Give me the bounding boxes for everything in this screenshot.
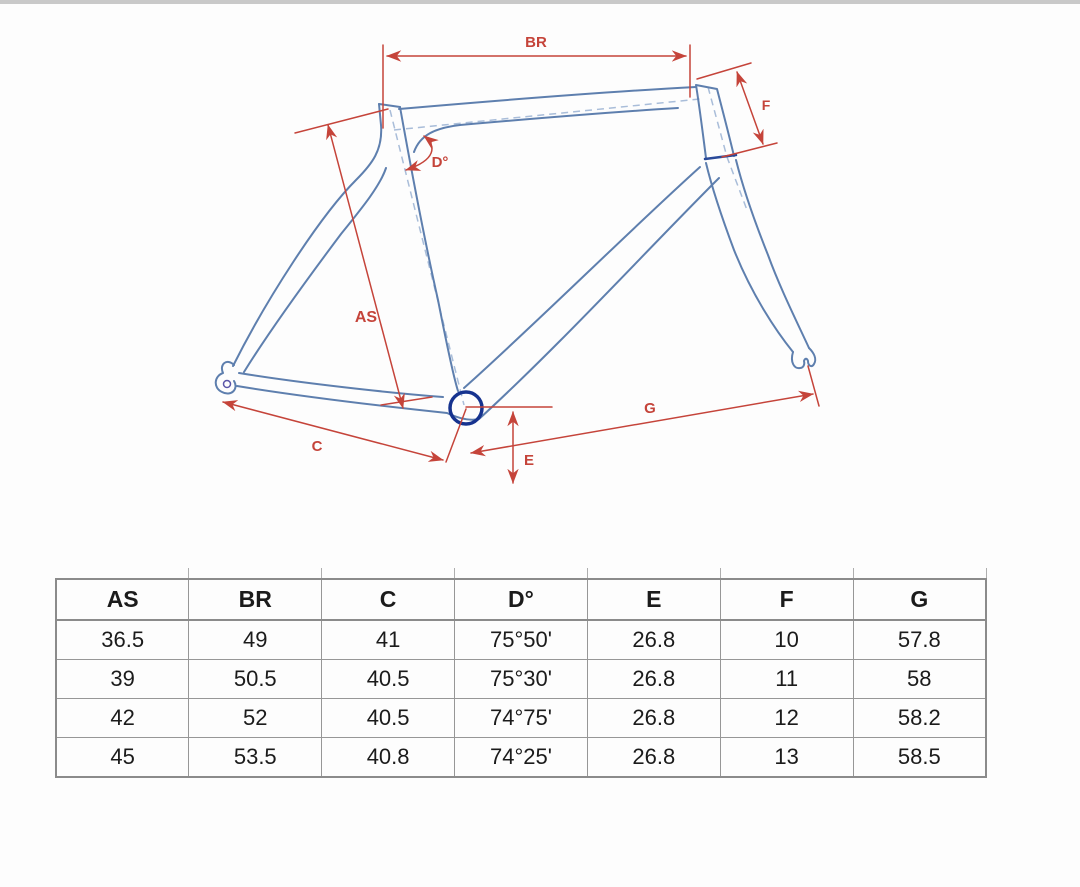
seat-tube-top-cap: [379, 104, 400, 107]
seat-tube-left-edge: [233, 104, 381, 366]
column-header-g: G: [853, 579, 986, 620]
table-cell: 42: [56, 699, 189, 738]
dim-label-f: F: [761, 97, 771, 113]
table-cell: 40.5: [322, 699, 455, 738]
top-tube-lower-edge: [414, 108, 678, 152]
dim-label-d: D°: [431, 154, 449, 171]
geometry-table: [55, 578, 987, 778]
tube-centerlines: [390, 87, 747, 405]
seat-tube-centerline: [390, 110, 464, 405]
table-cell: 58.2: [853, 699, 986, 738]
top-tube-upper-edge: [399, 87, 696, 109]
rear-dropout-hole: [224, 381, 231, 388]
table-cell: 49: [189, 620, 322, 660]
table-cell: 40.8: [322, 738, 455, 778]
table-cell: 50.5: [189, 660, 322, 699]
c-dimension-line: [223, 402, 443, 460]
dim-label-e: E: [523, 452, 535, 469]
dim-label-as: AS: [354, 309, 378, 326]
table-cell: 52: [189, 699, 322, 738]
table-cell: 40.5: [322, 660, 455, 699]
dim-label-br: BR: [525, 34, 547, 51]
as-tick-top: [295, 109, 388, 133]
table-row: [56, 699, 986, 738]
column-header-d: D°: [455, 579, 588, 620]
table-cell: 39: [56, 660, 189, 699]
as-tick-bottom: [381, 397, 432, 405]
dim-label-g: G: [644, 400, 656, 417]
table-header-row: [56, 579, 986, 620]
column-header-br: BR: [189, 579, 322, 620]
table-cell: 10: [720, 620, 853, 660]
table-cell: 12: [720, 699, 853, 738]
top-tube-centerline: [394, 99, 700, 130]
down-tube-upper-edge: [464, 167, 700, 388]
frame-outline: [216, 85, 815, 420]
table-row: [56, 738, 986, 778]
table-cell: 45: [56, 738, 189, 778]
table-cell: 58.5: [853, 738, 986, 778]
column-header-as: AS: [56, 579, 189, 620]
as-dimension-line: [328, 125, 403, 408]
g-tick-right: [808, 366, 819, 406]
column-header-c: C: [322, 579, 455, 620]
head-tube: [696, 85, 734, 158]
fork-right-edge: [736, 160, 809, 348]
f-tick-bottom: [722, 143, 777, 157]
table-row: [56, 660, 986, 699]
dim-label-c: C: [311, 438, 323, 455]
f-dimension-line: [737, 72, 763, 144]
table-cell: 26.8: [587, 699, 720, 738]
g-dimension-line: [471, 394, 813, 453]
table-cell: 41: [322, 620, 455, 660]
column-header-f: F: [720, 579, 853, 620]
seat-stay-inner-edge: [244, 168, 386, 372]
headset-seam: [705, 155, 736, 159]
table-cell: 26.8: [587, 620, 720, 660]
table-cell: 11: [720, 660, 853, 699]
table-cell: 26.8: [587, 738, 720, 778]
table-cell: 58: [853, 660, 986, 699]
fork-left-edge: [706, 163, 793, 352]
f-tick-top: [697, 63, 751, 79]
chainstay-upper-edge: [239, 373, 443, 397]
table-cell: 74°25': [455, 738, 588, 778]
table-cell: 26.8: [587, 660, 720, 699]
dimension-lines: [223, 45, 819, 483]
table-cell: 57.8: [853, 620, 986, 660]
table-row: [56, 620, 986, 660]
table-cell: 75°30': [455, 660, 588, 699]
table-cell: 74°75': [455, 699, 588, 738]
fork-dropout-tip: [792, 348, 815, 368]
column-header-e: E: [587, 579, 720, 620]
table-cell: 75°50': [455, 620, 588, 660]
table-cell: 36.5: [56, 620, 189, 660]
table-cell: 13: [720, 738, 853, 778]
table-cell: 53.5: [189, 738, 322, 778]
